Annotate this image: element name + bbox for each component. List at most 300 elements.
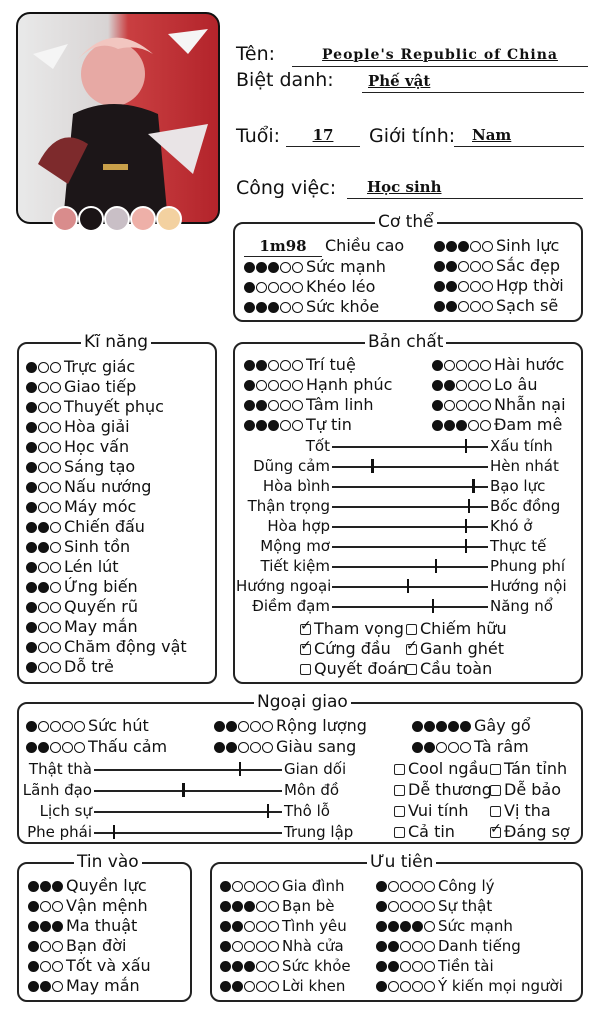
filled-dot[interactable] <box>244 360 255 371</box>
filled-dot[interactable] <box>214 721 225 732</box>
rating-dots[interactable] <box>26 742 85 753</box>
empty-dot[interactable] <box>412 981 423 992</box>
filled-dot[interactable] <box>256 302 267 313</box>
filled-dot[interactable] <box>432 380 443 391</box>
empty-dot[interactable] <box>40 941 51 952</box>
rating-dots[interactable] <box>244 302 303 313</box>
empty-dot[interactable] <box>470 261 481 272</box>
empty-dot[interactable] <box>38 362 49 373</box>
empty-dot[interactable] <box>412 961 423 972</box>
empty-dot[interactable] <box>40 901 51 912</box>
trait-row <box>28 896 148 916</box>
empty-dot[interactable] <box>52 981 63 992</box>
scale-marker[interactable] <box>267 804 270 818</box>
rating-dots[interactable] <box>376 981 435 992</box>
empty-dot[interactable] <box>388 981 399 992</box>
rating-dots[interactable] <box>244 282 303 293</box>
filled-dot[interactable] <box>376 921 387 932</box>
scale-track[interactable] <box>94 832 282 834</box>
trait-label: Vận mệnh <box>66 896 148 915</box>
empty-dot[interactable] <box>38 642 49 653</box>
empty-dot[interactable] <box>448 742 459 753</box>
empty-dot[interactable] <box>262 742 273 753</box>
rating-dots[interactable] <box>28 961 63 972</box>
empty-dot[interactable] <box>470 241 481 252</box>
empty-dot[interactable] <box>480 360 491 371</box>
scale-track[interactable] <box>332 486 488 488</box>
filled-dot[interactable] <box>244 262 255 273</box>
empty-dot[interactable] <box>400 941 411 952</box>
filled-dot[interactable] <box>432 420 443 431</box>
empty-dot[interactable] <box>400 961 411 972</box>
empty-dot[interactable] <box>280 380 291 391</box>
scale-track[interactable] <box>332 586 488 588</box>
rating-dots[interactable] <box>26 402 61 413</box>
empty-dot[interactable] <box>280 302 291 313</box>
scale-marker[interactable] <box>239 762 242 776</box>
empty-dot[interactable] <box>468 400 479 411</box>
filled-dot[interactable] <box>244 302 255 313</box>
trait-row <box>244 415 352 435</box>
empty-dot[interactable] <box>424 981 435 992</box>
rating-dots[interactable] <box>434 241 493 252</box>
filled-dot[interactable] <box>26 742 37 753</box>
rating-dots[interactable] <box>26 622 61 633</box>
rating-dots[interactable] <box>26 721 85 732</box>
empty-dot[interactable] <box>424 901 435 912</box>
empty-dot[interactable] <box>256 282 267 293</box>
rating-dots[interactable] <box>434 261 493 272</box>
empty-dot[interactable] <box>456 360 467 371</box>
empty-dot[interactable] <box>268 961 279 972</box>
filled-dot[interactable] <box>256 360 267 371</box>
empty-dot[interactable] <box>482 301 493 312</box>
filled-dot[interactable] <box>244 420 255 431</box>
rating-dots[interactable] <box>244 420 303 431</box>
empty-dot[interactable] <box>480 380 491 391</box>
empty-dot[interactable] <box>62 721 73 732</box>
empty-dot[interactable] <box>268 941 279 952</box>
trait-checkbox-row <box>490 759 567 779</box>
rating-dots[interactable] <box>244 380 303 391</box>
empty-dot[interactable] <box>256 380 267 391</box>
scale-track[interactable] <box>94 790 282 792</box>
empty-dot[interactable] <box>256 921 267 932</box>
empty-dot[interactable] <box>50 382 61 393</box>
empty-dot[interactable] <box>400 881 411 892</box>
empty-dot[interactable] <box>62 742 73 753</box>
trait-label: Ma thuật <box>66 916 138 935</box>
rating-dots[interactable] <box>376 901 435 912</box>
empty-dot[interactable] <box>468 420 479 431</box>
trait-label: Gây gổ <box>474 716 531 735</box>
empty-dot[interactable] <box>292 380 303 391</box>
empty-dot[interactable] <box>268 282 279 293</box>
trait-label: Thấu cảm <box>88 737 168 756</box>
empty-dot[interactable] <box>268 981 279 992</box>
empty-dot[interactable] <box>424 921 435 932</box>
filled-dot[interactable] <box>376 901 387 912</box>
filled-dot[interactable] <box>28 901 39 912</box>
scale-marker[interactable] <box>113 825 116 839</box>
rating-dots[interactable] <box>244 262 303 273</box>
filled-dot[interactable] <box>26 622 37 633</box>
filled-dot[interactable] <box>388 961 399 972</box>
empty-dot[interactable] <box>250 742 261 753</box>
scale-marker[interactable] <box>465 519 468 533</box>
filled-dot[interactable] <box>412 921 423 932</box>
empty-dot[interactable] <box>244 921 255 932</box>
rating-dots[interactable] <box>26 662 61 673</box>
filled-dot[interactable] <box>28 881 39 892</box>
filled-dot[interactable] <box>376 961 387 972</box>
rating-dots[interactable] <box>220 881 279 892</box>
empty-dot[interactable] <box>52 941 63 952</box>
scale-track[interactable] <box>332 566 488 568</box>
filled-dot[interactable] <box>424 742 435 753</box>
empty-dot[interactable] <box>480 420 491 431</box>
scale-marker[interactable] <box>432 599 435 613</box>
empty-dot[interactable] <box>256 941 267 952</box>
empty-dot[interactable] <box>38 402 49 413</box>
empty-dot[interactable] <box>50 662 61 673</box>
empty-dot[interactable] <box>456 400 467 411</box>
filled-dot[interactable] <box>232 981 243 992</box>
rating-dots[interactable] <box>432 420 491 431</box>
rating-dots[interactable] <box>432 380 491 391</box>
scale-marker[interactable] <box>371 459 374 473</box>
empty-dot[interactable] <box>292 262 303 273</box>
empty-dot[interactable] <box>280 420 291 431</box>
scale-track[interactable] <box>332 606 488 608</box>
checked-checkbox[interactable] <box>300 624 311 635</box>
filled-dot[interactable] <box>424 721 435 732</box>
rating-dots[interactable] <box>26 362 61 373</box>
filled-dot[interactable] <box>220 881 231 892</box>
trait-label: Công lý <box>438 877 495 895</box>
empty-dot[interactable] <box>458 281 469 292</box>
filled-dot[interactable] <box>268 262 279 273</box>
empty-dot[interactable] <box>292 420 303 431</box>
filled-dot[interactable] <box>446 281 457 292</box>
filled-dot[interactable] <box>38 742 49 753</box>
filled-dot[interactable] <box>226 742 237 753</box>
filled-dot[interactable] <box>220 961 231 972</box>
empty-dot[interactable] <box>38 622 49 633</box>
rating-dots[interactable] <box>244 360 303 371</box>
filled-dot[interactable] <box>26 721 37 732</box>
filled-dot[interactable] <box>444 380 455 391</box>
empty-dot[interactable] <box>244 881 255 892</box>
filled-dot[interactable] <box>446 241 457 252</box>
filled-dot[interactable] <box>448 721 459 732</box>
empty-dot[interactable] <box>268 400 279 411</box>
empty-dot[interactable] <box>50 742 61 753</box>
empty-dot[interactable] <box>268 380 279 391</box>
filled-dot[interactable] <box>376 881 387 892</box>
rating-dots[interactable] <box>220 981 279 992</box>
empty-dot[interactable] <box>388 901 399 912</box>
empty-dot[interactable] <box>280 400 291 411</box>
empty-dot[interactable] <box>268 360 279 371</box>
empty-dot[interactable] <box>232 881 243 892</box>
filled-dot[interactable] <box>26 422 37 433</box>
empty-dot[interactable] <box>52 961 63 972</box>
filled-dot[interactable] <box>226 721 237 732</box>
filled-dot[interactable] <box>52 881 63 892</box>
scale-marker[interactable] <box>407 579 410 593</box>
scale-marker[interactable] <box>182 783 185 797</box>
empty-dot[interactable] <box>50 642 61 653</box>
filled-dot[interactable] <box>268 302 279 313</box>
empty-dot[interactable] <box>424 961 435 972</box>
empty-dot[interactable] <box>256 901 267 912</box>
empty-dot[interactable] <box>256 961 267 972</box>
empty-dot[interactable] <box>74 721 85 732</box>
empty-dot[interactable] <box>458 261 469 272</box>
filled-dot[interactable] <box>388 921 399 932</box>
empty-dot[interactable] <box>268 881 279 892</box>
empty-dot[interactable] <box>482 241 493 252</box>
empty-dot[interactable] <box>268 901 279 912</box>
filled-dot[interactable] <box>40 921 51 932</box>
rating-dots[interactable] <box>412 721 471 732</box>
empty-dot[interactable] <box>50 362 61 373</box>
rating-dots[interactable] <box>376 881 435 892</box>
empty-dot[interactable] <box>280 282 291 293</box>
scale-track[interactable] <box>332 506 488 508</box>
scale-marker[interactable] <box>465 539 468 553</box>
filled-dot[interactable] <box>412 721 423 732</box>
empty-dot[interactable] <box>292 302 303 313</box>
rating-dots[interactable] <box>244 400 303 411</box>
filled-dot[interactable] <box>244 961 255 972</box>
rating-dots[interactable] <box>434 281 493 292</box>
empty-dot[interactable] <box>388 881 399 892</box>
rating-dots[interactable] <box>28 941 63 952</box>
empty-dot[interactable] <box>456 380 467 391</box>
rating-dots[interactable] <box>432 400 491 411</box>
checked-checkbox[interactable] <box>406 644 417 655</box>
empty-dot[interactable] <box>280 262 291 273</box>
rating-dots[interactable] <box>26 382 61 393</box>
rating-dots[interactable] <box>28 981 63 992</box>
empty-dot[interactable] <box>50 402 61 413</box>
filled-dot[interactable] <box>256 262 267 273</box>
filled-dot[interactable] <box>232 901 243 912</box>
filled-dot[interactable] <box>26 402 37 413</box>
filled-dot[interactable] <box>388 941 399 952</box>
filled-dot[interactable] <box>214 742 225 753</box>
empty-dot[interactable] <box>280 360 291 371</box>
empty-dot[interactable] <box>470 281 481 292</box>
filled-dot[interactable] <box>28 961 39 972</box>
scale-track[interactable] <box>94 769 282 771</box>
empty-dot[interactable] <box>412 881 423 892</box>
rating-dots[interactable] <box>376 961 435 972</box>
empty-dot[interactable] <box>50 721 61 732</box>
empty-dot[interactable] <box>458 301 469 312</box>
rating-dots[interactable] <box>214 721 273 732</box>
filled-dot[interactable] <box>256 400 267 411</box>
empty-dot[interactable] <box>292 400 303 411</box>
empty-dot[interactable] <box>40 961 51 972</box>
trait-label: Sức khỏe <box>282 957 351 975</box>
checkbox[interactable] <box>490 806 501 817</box>
empty-dot[interactable] <box>444 360 455 371</box>
rating-dots[interactable] <box>214 742 273 753</box>
rating-dots[interactable] <box>220 941 279 952</box>
filled-dot[interactable] <box>458 241 469 252</box>
rating-dots[interactable] <box>28 921 63 932</box>
filled-dot[interactable] <box>432 360 443 371</box>
filled-dot[interactable] <box>434 281 445 292</box>
empty-dot[interactable] <box>400 901 411 912</box>
rating-dots[interactable] <box>220 921 279 932</box>
rating-dots[interactable] <box>412 742 471 753</box>
checkbox[interactable] <box>406 664 417 675</box>
filled-dot[interactable] <box>436 721 447 732</box>
empty-dot[interactable] <box>424 941 435 952</box>
filled-dot[interactable] <box>232 921 243 932</box>
body-title: Cơ thể <box>375 212 437 232</box>
empty-dot[interactable] <box>256 881 267 892</box>
rating-dots[interactable] <box>434 301 493 312</box>
trait-label: Ý kiến mọi người <box>438 977 563 995</box>
empty-dot[interactable] <box>468 380 479 391</box>
empty-dot[interactable] <box>50 422 61 433</box>
checkbox[interactable] <box>394 806 405 817</box>
empty-dot[interactable] <box>444 400 455 411</box>
empty-dot[interactable] <box>262 721 273 732</box>
empty-dot[interactable] <box>482 261 493 272</box>
scale-track[interactable] <box>94 811 282 813</box>
empty-dot[interactable] <box>38 422 49 433</box>
empty-dot[interactable] <box>268 921 279 932</box>
filled-dot[interactable] <box>28 981 39 992</box>
rating-dots[interactable] <box>220 901 279 912</box>
empty-dot[interactable] <box>250 721 261 732</box>
filled-dot[interactable] <box>434 301 445 312</box>
filled-dot[interactable] <box>434 261 445 272</box>
empty-dot[interactable] <box>50 622 61 633</box>
empty-dot[interactable] <box>238 721 249 732</box>
filled-dot[interactable] <box>244 380 255 391</box>
checked-checkbox[interactable] <box>490 827 501 838</box>
height-label: Chiều cao <box>325 236 405 255</box>
checkbox[interactable] <box>490 785 501 796</box>
empty-dot[interactable] <box>292 282 303 293</box>
empty-dot[interactable] <box>38 662 49 673</box>
filled-dot[interactable] <box>220 981 231 992</box>
checkbox[interactable] <box>394 785 405 796</box>
filled-dot[interactable] <box>40 881 51 892</box>
checkbox[interactable] <box>300 664 311 675</box>
rating-dots[interactable] <box>26 642 61 653</box>
filled-dot[interactable] <box>460 721 471 732</box>
empty-dot[interactable] <box>244 981 255 992</box>
filled-dot[interactable] <box>446 261 457 272</box>
empty-dot[interactable] <box>480 400 491 411</box>
filled-dot[interactable] <box>244 400 255 411</box>
checked-checkbox[interactable] <box>300 644 311 655</box>
rating-dots[interactable] <box>26 422 61 433</box>
checkbox[interactable] <box>406 624 417 635</box>
empty-dot[interactable] <box>292 360 303 371</box>
empty-dot[interactable] <box>482 281 493 292</box>
empty-dot[interactable] <box>256 981 267 992</box>
empty-dot[interactable] <box>38 721 49 732</box>
filled-dot[interactable] <box>376 981 387 992</box>
filled-dot[interactable] <box>244 901 255 912</box>
empty-dot[interactable] <box>436 742 447 753</box>
empty-dot[interactable] <box>412 941 423 952</box>
filled-dot[interactable] <box>444 420 455 431</box>
scale-marker[interactable] <box>465 439 468 453</box>
checkbox[interactable] <box>490 764 501 775</box>
filled-dot[interactable] <box>26 642 37 653</box>
filled-dot[interactable] <box>232 961 243 972</box>
rating-dots[interactable] <box>376 941 435 952</box>
rating-dots[interactable] <box>432 360 491 371</box>
empty-dot[interactable] <box>468 360 479 371</box>
filled-dot[interactable] <box>376 941 387 952</box>
filled-dot[interactable] <box>26 382 37 393</box>
filled-dot[interactable] <box>28 941 39 952</box>
filled-dot[interactable] <box>26 362 37 373</box>
empty-dot[interactable] <box>470 301 481 312</box>
filled-dot[interactable] <box>28 921 39 932</box>
filled-dot[interactable] <box>40 981 51 992</box>
empty-dot[interactable] <box>232 941 243 952</box>
rating-dots[interactable] <box>28 881 63 892</box>
empty-dot[interactable] <box>400 981 411 992</box>
checkbox[interactable] <box>394 764 405 775</box>
filled-dot[interactable] <box>26 662 37 673</box>
empty-dot[interactable] <box>238 742 249 753</box>
empty-dot[interactable] <box>460 742 471 753</box>
empty-dot[interactable] <box>424 881 435 892</box>
empty-dot[interactable] <box>244 941 255 952</box>
filled-dot[interactable] <box>52 921 63 932</box>
checkbox[interactable] <box>394 827 405 838</box>
filled-dot[interactable] <box>446 301 457 312</box>
filled-dot[interactable] <box>220 921 231 932</box>
filled-dot[interactable] <box>244 282 255 293</box>
filled-dot[interactable] <box>456 420 467 431</box>
filled-dot[interactable] <box>220 901 231 912</box>
empty-dot[interactable] <box>74 742 85 753</box>
empty-dot[interactable] <box>412 901 423 912</box>
filled-dot[interactable] <box>220 941 231 952</box>
filled-dot[interactable] <box>412 742 423 753</box>
rating-dots[interactable] <box>220 961 279 972</box>
filled-dot[interactable] <box>400 921 411 932</box>
filled-dot[interactable] <box>432 400 443 411</box>
filled-dot[interactable] <box>256 420 267 431</box>
trait-row <box>26 637 187 657</box>
rating-dots[interactable] <box>28 901 63 912</box>
scale-marker[interactable] <box>468 499 471 513</box>
filled-dot[interactable] <box>434 241 445 252</box>
scale-marker[interactable] <box>472 479 475 493</box>
scale-marker[interactable] <box>435 559 438 573</box>
filled-dot[interactable] <box>268 420 279 431</box>
empty-dot[interactable] <box>52 901 63 912</box>
rating-dots[interactable] <box>376 921 435 932</box>
scale-track[interactable] <box>332 466 488 468</box>
empty-dot[interactable] <box>38 382 49 393</box>
